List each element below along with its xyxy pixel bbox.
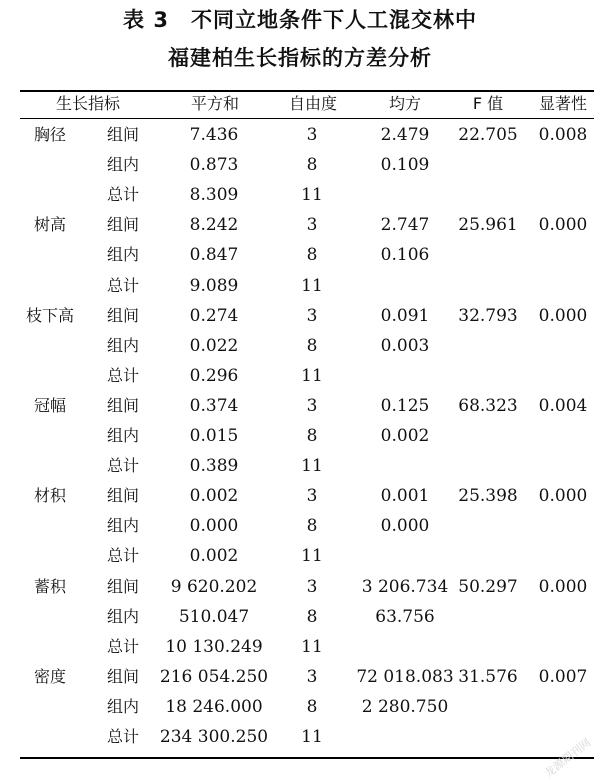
degrees-of-freedom: 11 — [301, 185, 323, 205]
sum-of-squares: 216 054.250 — [159, 667, 269, 687]
sum-of-squares: 510.047 — [178, 607, 250, 627]
column-header: 生长指标 — [55, 94, 121, 113]
significance: 0.007 — [538, 667, 588, 687]
sum-of-squares: 0.022 — [189, 336, 239, 356]
variation-source: 组内 — [107, 155, 140, 174]
sum-of-squares: 0.002 — [189, 546, 239, 566]
degrees-of-freedom: 3 — [306, 577, 318, 597]
degrees-of-freedom: 3 — [306, 125, 318, 145]
mean-square: 3 206.734 — [361, 577, 449, 597]
degrees-of-freedom: 8 — [306, 336, 318, 356]
variation-source: 组间 — [107, 667, 140, 686]
variation-source: 总计 — [107, 276, 140, 295]
f-value: 68.323 — [458, 396, 518, 416]
variation-source: 组间 — [107, 306, 140, 325]
mean-square: 2.747 — [380, 215, 430, 235]
f-value: 31.576 — [458, 667, 518, 687]
row-group-label: 枝下高 — [25, 306, 75, 325]
sum-of-squares: 0.847 — [189, 245, 239, 265]
degrees-of-freedom: 8 — [306, 155, 318, 175]
significance: 0.000 — [538, 486, 588, 506]
degrees-of-freedom: 3 — [306, 306, 318, 326]
sum-of-squares: 0.002 — [189, 486, 239, 506]
degrees-of-freedom: 3 — [306, 667, 318, 687]
variation-source: 总计 — [107, 456, 140, 475]
mean-square: 0.000 — [380, 516, 430, 536]
degrees-of-freedom: 8 — [306, 245, 318, 265]
sum-of-squares: 0.015 — [189, 426, 239, 446]
significance: 0.008 — [538, 125, 588, 145]
sum-of-squares: 0.296 — [189, 366, 239, 386]
significance: 0.004 — [538, 396, 588, 416]
row-group-label: 密度 — [33, 667, 67, 686]
mean-square: 63.756 — [375, 607, 435, 627]
table-title-line2: 福建柏生长指标的方差分析 — [168, 46, 432, 70]
mean-square: 0.003 — [380, 336, 430, 356]
degrees-of-freedom: 8 — [306, 516, 318, 536]
sum-of-squares: 18 246.000 — [165, 697, 263, 717]
sum-of-squares: 9.089 — [189, 276, 239, 296]
sum-of-squares: 0.374 — [189, 396, 239, 416]
degrees-of-freedom: 3 — [306, 486, 318, 506]
row-group-label: 冠幅 — [33, 396, 67, 415]
degrees-of-freedom: 8 — [306, 607, 318, 627]
variation-source: 组内 — [107, 697, 140, 716]
variation-source: 组间 — [107, 577, 140, 596]
f-value: 50.297 — [458, 577, 518, 597]
mean-square: 0.125 — [380, 396, 430, 416]
mean-square: 0.091 — [380, 306, 430, 326]
variation-source: 组内 — [107, 426, 140, 445]
f-value: 25.961 — [458, 215, 518, 235]
degrees-of-freedom: 11 — [301, 366, 323, 386]
column-header: 均方 — [388, 94, 422, 113]
variation-source: 组内 — [107, 516, 140, 535]
degrees-of-freedom: 8 — [306, 426, 318, 446]
degrees-of-freedom: 3 — [306, 215, 318, 235]
sum-of-squares: 8.309 — [189, 185, 239, 205]
degrees-of-freedom: 11 — [301, 727, 323, 747]
column-header: 平方和 — [190, 94, 240, 113]
sum-of-squares: 9 620.202 — [170, 577, 258, 597]
mean-square: 0.002 — [380, 426, 430, 446]
variation-source: 总计 — [107, 546, 140, 565]
degrees-of-freedom: 3 — [306, 396, 318, 416]
degrees-of-freedom: 11 — [301, 276, 323, 296]
sum-of-squares: 7.436 — [189, 125, 239, 145]
variation-source: 组间 — [107, 215, 140, 234]
column-header: F 值 — [472, 94, 504, 113]
table-title-line1: 表 3 不同立地条件下人工混交林中 — [123, 8, 477, 32]
variation-source: 组内 — [107, 245, 140, 264]
variation-source: 总计 — [107, 366, 140, 385]
watermark: 龙源期刊网 — [542, 735, 594, 781]
variation-source: 组间 — [107, 396, 140, 415]
f-value: 22.705 — [458, 125, 518, 145]
header-rule — [20, 118, 594, 119]
variation-source: 总计 — [107, 185, 140, 204]
variation-source: 组内 — [107, 336, 140, 355]
mean-square: 0.106 — [380, 245, 430, 265]
sum-of-squares: 10 130.249 — [165, 637, 263, 657]
row-group-label: 材积 — [33, 486, 67, 505]
sum-of-squares: 0.389 — [189, 456, 239, 476]
f-value: 25.398 — [458, 486, 518, 506]
mean-square: 2 280.750 — [361, 697, 449, 717]
mean-square: 0.109 — [380, 155, 430, 175]
bottom-rule — [20, 757, 594, 759]
row-group-label: 树高 — [33, 215, 67, 234]
significance: 0.000 — [538, 577, 588, 597]
sum-of-squares: 0.000 — [189, 516, 239, 536]
sum-of-squares: 234 300.250 — [159, 727, 269, 747]
mean-square: 2.479 — [380, 125, 430, 145]
degrees-of-freedom: 11 — [301, 637, 323, 657]
variation-source: 总计 — [107, 727, 140, 746]
degrees-of-freedom: 11 — [301, 456, 323, 476]
column-header: 显著性 — [538, 94, 588, 113]
variation-source: 组内 — [107, 607, 140, 626]
sum-of-squares: 8.242 — [189, 215, 239, 235]
mean-square: 0.001 — [380, 486, 430, 506]
sum-of-squares: 0.274 — [189, 306, 239, 326]
sum-of-squares: 0.873 — [189, 155, 239, 175]
row-group-label: 胸径 — [33, 125, 67, 144]
f-value: 32.793 — [458, 306, 518, 326]
variation-source: 组间 — [107, 125, 140, 144]
significance: 0.000 — [538, 215, 588, 235]
row-group-label: 蓄积 — [33, 577, 67, 596]
column-header: 自由度 — [288, 94, 338, 113]
significance: 0.000 — [538, 306, 588, 326]
mean-square: 72 018.083 — [356, 667, 454, 687]
degrees-of-freedom: 11 — [301, 546, 323, 566]
degrees-of-freedom: 8 — [306, 697, 318, 717]
variation-source: 组间 — [107, 486, 140, 505]
variation-source: 总计 — [107, 637, 140, 656]
top-rule — [20, 90, 594, 92]
